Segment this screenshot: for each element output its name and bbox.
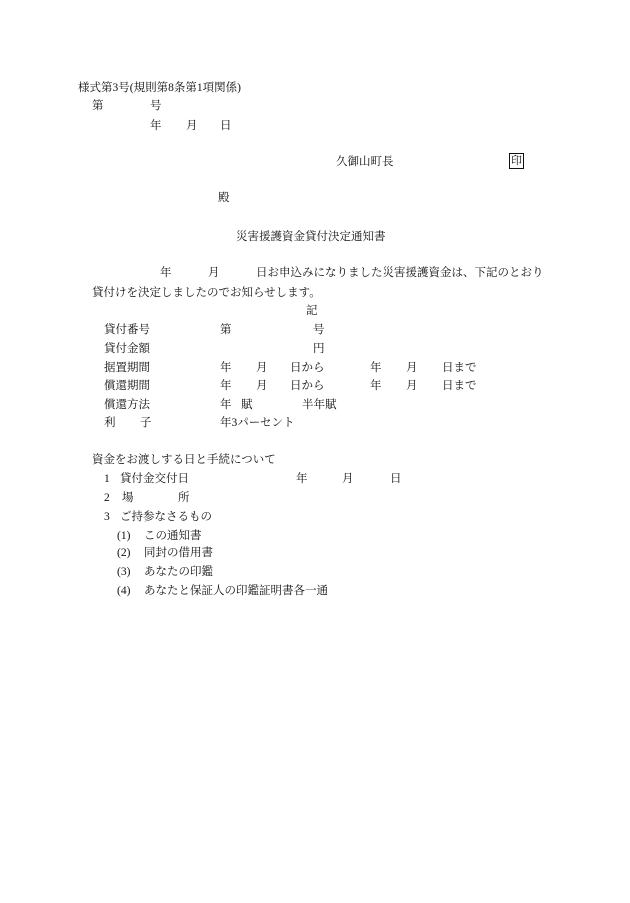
- doc-number-prefix: 第: [92, 100, 104, 112]
- bring-item-num: (4): [117, 585, 131, 597]
- addressee-honorific: 殿: [218, 192, 230, 204]
- body-line-1: 日お申込みになりました災害援護資金は、下記のとおり: [256, 267, 544, 279]
- loan-amount-label: 貸付金額: [104, 343, 150, 355]
- bring-item-text: あなたの印鑑: [144, 566, 213, 578]
- body-line-2: 貸付けを決定しましたのでお知らせします。: [92, 287, 321, 299]
- bring-item-num: (1): [117, 530, 131, 542]
- bring-item-text: この通知書: [144, 530, 202, 542]
- grace-from-month: 月: [256, 362, 268, 374]
- repayment-to-month: 月: [406, 380, 418, 392]
- issue-date-day: 日: [220, 120, 232, 132]
- repayment-from-day: 日から: [290, 380, 325, 392]
- doc-number-suffix: 号: [150, 100, 162, 112]
- repayment-to-year: 年: [370, 380, 382, 392]
- procedure-item-1-num: 1: [104, 473, 110, 485]
- bring-item-text: 同封の借用書: [144, 547, 213, 559]
- repayment-method-label: 償還方法: [104, 399, 150, 411]
- grace-from-year: 年: [220, 362, 232, 374]
- application-year: 年: [160, 267, 172, 279]
- seal-mark: 印: [511, 155, 522, 167]
- procedure-item-3-label: ご持参なさるもの: [120, 511, 212, 523]
- repayment-period-label: 償還期間: [104, 380, 150, 392]
- loan-number-label: 貸付番号: [104, 324, 150, 336]
- grace-to-year: 年: [370, 362, 382, 374]
- interest-value: 年3パーセント: [220, 417, 295, 429]
- grace-to-day: 日まで: [442, 362, 477, 374]
- semiannual: 半年賦: [302, 399, 337, 411]
- procedure-heading: 資金をお渡しする日と手続について: [92, 454, 276, 466]
- annual-year: 年: [220, 399, 232, 411]
- repayment-from-month: 月: [256, 380, 268, 392]
- repayment-from-year: 年: [220, 380, 232, 392]
- bring-item-num: (2): [117, 547, 131, 559]
- annual-fu: 賦: [241, 399, 253, 411]
- issuer-name: 久御山町長: [336, 156, 394, 168]
- delivery-day: 日: [390, 473, 402, 485]
- procedure-item-3-num: 3: [104, 511, 110, 523]
- document-title: 災害援護資金貸付決定通知書: [236, 231, 386, 243]
- loan-number-suffix: 号: [313, 324, 325, 336]
- grace-period-label: 据置期間: [104, 362, 150, 374]
- application-month: 月: [208, 267, 220, 279]
- procedure-item-1-label: 貸付金交付日: [120, 473, 189, 485]
- issue-date-month: 月: [186, 120, 198, 132]
- delivery-month: 月: [342, 473, 354, 485]
- grace-from-day: 日から: [290, 362, 325, 374]
- interest-label-1: 利: [104, 417, 116, 429]
- issue-date-year: 年: [150, 120, 162, 132]
- repayment-to-day: 日まで: [442, 380, 477, 392]
- delivery-year: 年: [296, 473, 308, 485]
- grace-to-month: 月: [406, 362, 418, 374]
- procedure-item-2-num: 2: [104, 492, 110, 504]
- loan-number-prefix: 第: [220, 324, 232, 336]
- ki-heading: 記: [306, 305, 318, 317]
- loan-amount-unit: 円: [313, 343, 325, 355]
- interest-label-2: 子: [140, 417, 152, 429]
- form-number: 様式第3号(規則第8条第1項関係): [78, 82, 241, 94]
- procedure-item-2-label-1: 場: [122, 492, 134, 504]
- procedure-item-2-label-2: 所: [178, 492, 190, 504]
- bring-item-num: (3): [117, 566, 131, 578]
- bring-item-text: あなたと保証人の印鑑証明書各一通: [144, 585, 328, 597]
